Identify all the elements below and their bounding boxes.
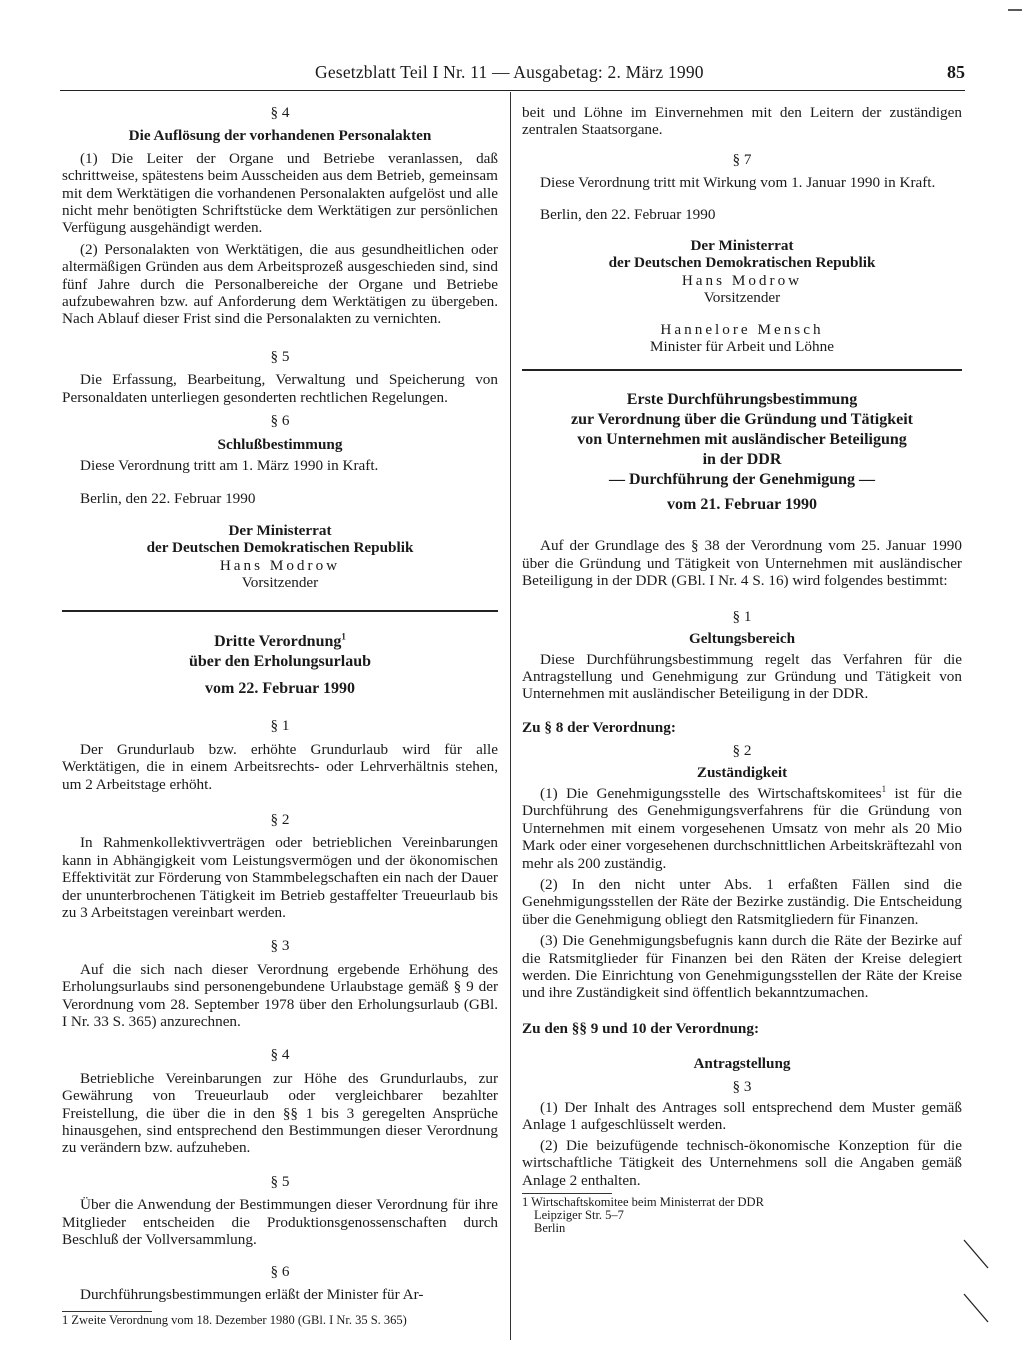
page-header [60, 62, 965, 92]
footnote-marker: 1 [341, 632, 346, 643]
signature-role: Minister für Arbeit und Löhne [650, 338, 834, 356]
column-divider [510, 92, 511, 1340]
signature-name: Hans Modrow [219, 556, 341, 574]
signature-organization: Der Ministerrat [228, 521, 332, 539]
section-number: § 2 [732, 742, 752, 760]
regulation-title: in der DDR [702, 451, 782, 469]
place-date: Berlin, den 22. Februar 1990 [80, 490, 256, 508]
section-number: § 2 [270, 810, 290, 828]
signature-name: Hans Modrow [681, 271, 803, 289]
header-rule [60, 90, 965, 91]
section-number: § 1 [732, 607, 752, 625]
paragraph: (1) Die Leiter der Organe und Betriebe veranlassen, daß schrittweise, spätestens beim Ausscheiden aus dem Betrieb, gemeinsam mit dem Werktätigen die vorhandenen Personalakten aufgelöst und alle nicht mehr benötigten Schriftstücke dem Werktätigen zur persönlichen Verfügung ausgehändigt werden. [62, 149, 498, 237]
paragraph-text: (1) Die Genehmigungsstelle des Wirtschaftskomitees [540, 784, 882, 802]
section-number: § 5 [270, 1172, 290, 1190]
paragraph: Betriebliche Vereinbarungen zur Höhe des Grundurlaubs, zur Gewährung von Treueurlaub oder vergleichbarer bezahlter Freistellung, die über die in den §§ 1 bis 3 geregelten Ansprüche hinausgehen, sind entsprechend den Bestimmungen dieser Verordnung zu verändern bzw. aufzuheben. [62, 1069, 498, 1157]
regulation-date: vom 21. Februar 1990 [667, 496, 817, 514]
paragraph: (2) Personalakten von Werktätigen, die aus gesundheitlichen oder altermäßigen Gründen aus dem Arbeitsprozeß ausgeschieden sind, sind fünf Jahre durch die Personalbereiche der Organe und Betriebe aufzubewahren bzw. auf Anforderung dem Werktätigen zu übergeben. Nach Ablauf dieser Frist sind die Personalakten zu vernichten. [62, 240, 498, 328]
paragraph: Diese Durchführungsbestimmung regelt das Verfahren für die Antragstellung und Genehmigung zur Gründung und Tätigkeit von Unternehmen mit ausländischer Beteiligung in der DDR. [522, 650, 962, 703]
paragraph: Diese Verordnung tritt mit Wirkung vom 1. Januar 1990 in Kraft. [540, 174, 936, 192]
footnote-rule [522, 1193, 612, 1194]
regulation-title: Erste Durchführungsbestimmung [626, 391, 858, 409]
paragraph: In Rahmenkollektivverträgen oder betrieblichen Vereinbarungen kann in Abhängigkeit vom Leistungsvermögen und der ökonomischen Effektivität zur Förderung von Stammbelegschaften ein nach der Dauer der ununterbrochenen Tätigkeit im Betrieb gestaffelter Treueurlaub bis zu 3 Arbeitstagen vereinbart werden. [62, 834, 498, 921]
signature-role: Vorsitzender [241, 573, 319, 591]
paragraph: (2) In den nicht unter Abs. 1 erfaßten Fällen sind die Genehmigungsstellen der Räte der Bezirke zuständig. Die Entscheidung über die Genehmigung obliegt den Ratsmitgliedern für Finanzen. [522, 875, 962, 928]
paragraph-text: ist für die Durchführung des Genehmigungsverfahrens für die Gründung von Unternehmen mit einem vorgesehenen Umsatz von mehr als 20 Mio Mark oder einer vorgesehenen durchschnittlichen Arbeitskräftezahl von mehr als 200 zuständig. [522, 784, 962, 872]
place-date: Berlin, den 22. Februar 1990 [540, 205, 716, 223]
regulation-title [62, 632, 498, 652]
signature-organization: der Deutschen Demokratischen Republik [146, 539, 414, 557]
paragraph [522, 785, 962, 872]
signature-organization: Der Ministerrat [690, 237, 794, 255]
page-number: 85 [947, 62, 965, 82]
section-title: Geltungsbereich [688, 630, 796, 648]
footnote: 1 Wirtschaftskomitee beim Ministerrat der DDR [522, 1195, 764, 1210]
section-number: § 5 [270, 347, 290, 365]
footnote: Leipziger Str. 5–7 [534, 1208, 624, 1223]
regulation-title: zur Verordnung über die Gründung und Tätigkeit [570, 411, 914, 429]
paragraph: (2) Die beizufügende technisch-ökonomische Konzeption für die wirtschaftliche Tätigkeit des Unternehmens soll die Angaben gemäß Anlage 2 enthalten. [522, 1136, 962, 1189]
regulation-title: von Unternehmen mit ausländischer Beteiligung [577, 431, 907, 449]
regulation-reference: Zu den §§ 9 und 10 der Verordnung: [522, 1019, 760, 1037]
section-number: § 1 [270, 717, 290, 735]
section-number: § 6 [270, 412, 290, 430]
section-number: § 7 [732, 150, 752, 168]
paragraph: Der Grundurlaub bzw. erhöhte Grundurlaub wird für alle Werktätigen, die in einem Arbeitsrechts- oder Lehrverhältnis stehen, um 2 Arbeitstage erhöht. [62, 740, 498, 793]
signature-organization: der Deutschen Demokratischen Republik [608, 254, 876, 272]
corner-mark-icon [1006, 0, 1024, 20]
footnote-rule [62, 1311, 152, 1312]
regulation-reference: Zu § 8 der Verordnung: [522, 718, 676, 736]
section-number: § 3 [270, 937, 290, 955]
paragraph: Die Erfassung, Bearbeitung, Verwaltung und Speicherung von Personaldaten unterliegen gesonderten rechtlichen Regelungen. [62, 371, 498, 406]
section-title: Schlußbestimmung [217, 435, 343, 453]
section-rule [522, 369, 962, 371]
signature-role: Vorsitzender [703, 289, 781, 307]
section-rule [62, 610, 498, 612]
section-title: Antragstellung [693, 1055, 791, 1073]
left-column [62, 104, 498, 1327]
section-title: Die Auflösung der vorhandenen Personalakten [128, 127, 432, 145]
section-number: § 6 [270, 1262, 290, 1280]
section-title: Zuständigkeit [696, 763, 788, 781]
paragraph: Durchführungsbestimmungen erläßt der Minister für Ar- [80, 1285, 424, 1303]
section-number: § 4 [270, 104, 290, 121]
paragraph: beit und Löhne im Einvernehmen mit den Leitern der zuständigen zentralen Staatsorgane. [522, 104, 962, 139]
regulation-subtitle: — Durchführung der Genehmigung — [608, 471, 876, 489]
footnote: 1 Zweite Verordnung vom 18. Dezember 1980 (GBl. I Nr. 35 S. 365) [62, 1313, 407, 1328]
regulation-title: über den Erholungsurlaub [189, 653, 371, 671]
paragraph: Auf der Grundlage des § 38 der Verordnung vom 25. Januar 1990 über die Gründung und Tätigkeit von Unternehmen mit ausländischer Beteiligung in der DDR (GBl. I Nr. 4 S. 16) wird folgendes bestimmt: [522, 537, 962, 590]
paragraph: Auf die sich nach dieser Verordnung ergebende Erhöhung des Erholungsurlaubs sind personengebundene Urlaubstage gemäß § 9 der Verordnung vom 28. September 1978 über den Erholungsurlaub (GBl. I Nr. 33 S. 365) anzurechnen. [62, 960, 498, 1031]
header-title: Gesetzblatt Teil I Nr. 11 — Ausgabetag: 2. März 1990 [315, 62, 704, 82]
footnote-marker: 1 [881, 783, 887, 794]
section-number: § 3 [732, 1077, 752, 1095]
paragraph: Über die Anwendung der Bestimmungen dieser Verordnung für ihre Mitglieder entscheiden die Produktionsgenossenschaften durch Beschluß der Vollversammlung. [62, 1196, 498, 1249]
section-number: § 4 [270, 1046, 290, 1064]
footnote: Berlin [534, 1221, 566, 1236]
regulation-title-text: Dritte Verordnung [214, 633, 342, 651]
paragraph: Diese Verordnung tritt am 1. März 1990 in Kraft. [80, 456, 379, 474]
paragraph: (1) Der Inhalt des Antrages soll entsprechend dem Muster gemäß Anlage 1 aufgeschlüsselt werden. [522, 1099, 962, 1134]
regulation-date: vom 22. Februar 1990 [205, 680, 355, 698]
margin-mark-icon [958, 1238, 998, 1328]
paragraph: (3) Die Genehmigungsbefugnis kann durch die Räte der Bezirke auf die Ratsmitglieder für Finanzen bei den Räten der Kreise delegiert werden. Die Einrichtung von Genehmigungsstellen der Räte der Kreise und ihre Zuständigkeit sind öffentlich bekanntzumachen. [522, 932, 962, 1002]
right-column [522, 104, 962, 1235]
signature-name: Hannelore Mensch [660, 320, 824, 338]
